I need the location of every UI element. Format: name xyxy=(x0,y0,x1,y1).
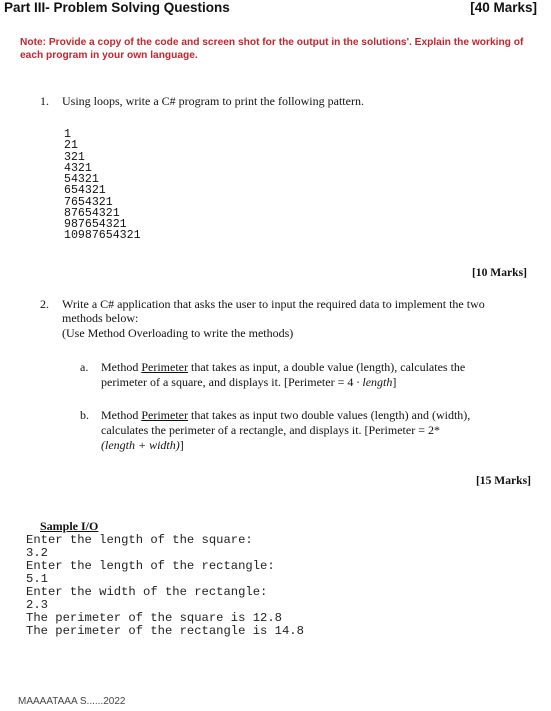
subquestion-b-line-3 xyxy=(101,438,184,453)
subquestion-a-line-1 xyxy=(101,360,465,375)
subquestion-a-line-2 xyxy=(101,375,396,390)
io-line: The perimeter of the rectangle is 14.8 xyxy=(26,624,304,638)
subquestion-b-line-1-rest: that takes as input two double values (length) and (width), xyxy=(188,408,471,422)
subquestion-b-line-3-end: ] xyxy=(179,438,184,452)
subquestion-b-letter: b. xyxy=(80,408,89,422)
io-line: The perimeter of the square is 12.8 xyxy=(26,611,282,625)
io-line: 5.1 xyxy=(26,572,48,586)
note-text: Note: Provide a copy of the code and screen shot for the output in the solutions'. Explain the working of each program in your own language. xyxy=(20,37,524,61)
subquestion-b-line-1 xyxy=(101,408,470,423)
question-2-marks: [15 Marks] xyxy=(475,474,531,487)
subquestion-a-prefix: Method xyxy=(101,360,142,374)
pattern-line: 21 xyxy=(64,139,78,152)
question-1-text: Using loops, write a C# program to print the following pattern. xyxy=(62,94,364,108)
pattern-line: 87654321 xyxy=(64,207,120,220)
method-name: Perimeter xyxy=(141,360,188,374)
footer-text-cut: MAAAATAAA S......2022 xyxy=(18,696,126,707)
formula: (length + width) xyxy=(101,438,180,452)
formula: ∙ length xyxy=(356,375,393,389)
subquestion-a-line-2-text: perimeter of a square, and displays it. [Perimeter = 4 xyxy=(101,375,357,389)
io-line: 2.3 xyxy=(26,598,48,612)
question-2-text-line-2: methods below: xyxy=(62,311,139,325)
pattern-line: 10987654321 xyxy=(64,229,141,242)
pattern-line: 321 xyxy=(64,151,85,164)
subquestion-b-prefix: Method xyxy=(101,408,142,422)
io-line: 3.2 xyxy=(26,546,48,560)
method-name: Perimeter xyxy=(141,408,188,422)
question-2-note: (Use Method Overloading to write the methods) xyxy=(62,326,294,340)
subquestion-b-line-2: calculates the perimeter of a rectangle, and displays it. [Perimeter = 2* xyxy=(101,423,440,437)
subquestion-a-letter: a. xyxy=(80,360,89,374)
sample-io-title: Sample I/O xyxy=(40,519,99,533)
pattern-line: 1 xyxy=(64,128,71,141)
question-1-number: 1. xyxy=(40,94,49,108)
section-title: Part III- Problem Solving Questions xyxy=(4,0,230,15)
pattern-line: 4321 xyxy=(64,162,92,175)
io-line: Enter the length of the square: xyxy=(26,533,253,547)
pattern-line: 7654321 xyxy=(64,196,113,209)
subquestion-a-line-1-rest: that takes as input, a double value (length), calculates the xyxy=(188,360,466,374)
question-2-number: 2. xyxy=(40,297,49,311)
pattern-line: 54321 xyxy=(64,173,99,186)
pattern-line: 987654321 xyxy=(64,218,127,231)
section-marks: [40 Marks] xyxy=(470,0,537,15)
subquestion-a-line-2-end: ] xyxy=(392,375,397,389)
io-line: Enter the length of the rectangle: xyxy=(26,559,275,573)
question-1-marks: [10 Marks] xyxy=(471,266,527,279)
question-2-text-line-1: Write a C# application that asks the user to input the required data to implement the two xyxy=(62,297,485,311)
pattern-line: 654321 xyxy=(64,184,106,197)
io-line: Enter the width of the rectangle: xyxy=(26,585,268,599)
